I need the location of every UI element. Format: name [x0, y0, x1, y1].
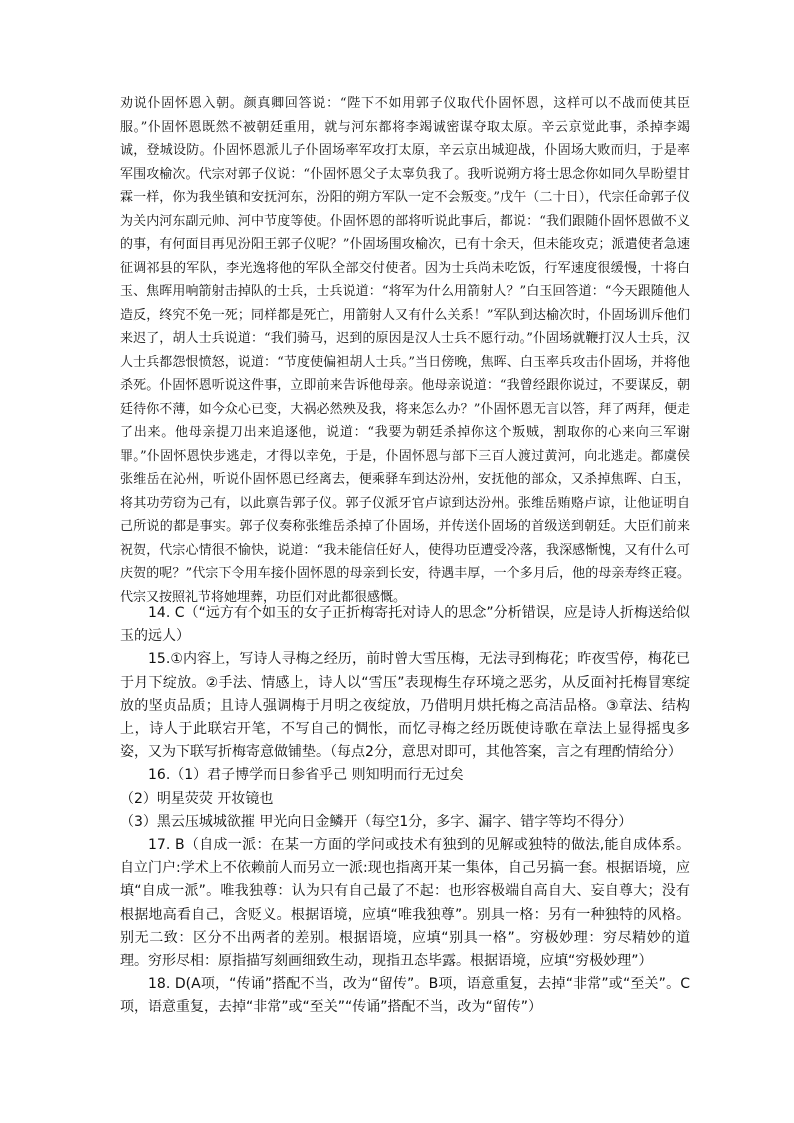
answer-section — [120, 602, 690, 1020]
answer-16-1: 16.（1）君子博学而日参省乎己 则知明而行无过矣 — [148, 767, 464, 784]
translation-paragraph: 劝说仆固怀恩入朝。颜真卿回答说：“陛下不如用郭子仪取代仆固怀恩，这样可以不战而使其臣服。”仆固怀恩既然不被朝廷重用，就与河东都将李竭诚密谋夺取太原。辛云京觉此事，杀掉李竭诚，登城设防。仆固怀恩派儿子仆固场率军攻打太原，辛云京出城迎战，仆固场大败而归，于是率军围攻榆次。代宗对郭子仪说：“仆固怀恩父子太辜负我了。我听说朔方将士思念你如同久旱盼望甘霖一样，你为我坐镇和安抚河东，汾阳的朔方军队一定不会叛变。”戊午（二十日），代宗任命郭子仪为关内河东副元帅、河中节度等使。仆固怀恩的部将听说此事后，都说：“我们跟随仆固怀恩做不义的事，有何面目再见汾阳王郭子仪呢？”仆固场围攻榆次，已有十余天，但未能攻克；派遣使者急速征调祁县的军队，李光逸将他的军队全部交付使者。因为士兵尚未吃饭，行军速度很缓慢，十将白玉、焦晖用响箭射击掉队的士兵，士兵说道：“将军为什么用箭射人？”白玉回答道：“今天跟随他人造反，终究不免一死；同样都是死亡，用箭射人又有什么关系！”军队到达榆次时，仆固场训斥他们来迟了，胡人士兵说道：“我们骑马，迟到的原因是汉人士兵不愿行动。”仆固场就鞭打汉人士兵，汉人士兵都怨恨愤怒，说道：“节度使偏袒胡人士兵。”当日傍晚，焦晖、白玉率兵攻击仆固场，并将他杀死。仆固怀恩听说这件事，立即前来告诉他母亲。他母亲说道：“我曾经跟你说过，不要谋反，朝廷待你不薄，如今众心已变，大祸必然殃及我，将来怎么办？”仆固怀恩无言以答，拜了两拜，便走了出来。他母亲提刀出来追逐他，说道：“我要为朝廷杀掉你这个叛贼，割取你的心来向三军谢罪。”仆固怀恩快步逃走，才得以幸免，于是，仆固怀恩与部下三百人渡过黄河，向北逃走。都虞侯张维岳在沁州，听说仆固怀恩已经离去，便乘驿车到达汾州，安抚他的部众，又杀掉焦晖、白玉，将其功劳窃为己有，以此禀告郭子仪。郭子仪派牙官卢谅到达汾州。张维岳贿赂卢谅，让他证明自己所说的都是事实。郭子仪奏称张维岳杀掉了仆固场，并传送仆固场的首级送到朝廷。大臣们前来祝贺，代宗心情很不愉快，说道：“我未能信任好人，使得功臣遭受冷落，我深感惭愧，又有什么可庆贺的呢？”代宗下令用车接仆固怀恩的母亲到长安，待遇丰厚，一个多月后，他的母亲寿终正寝。代宗又按照礼节将她埋葬，功臣们对此都很感慨。 — [120, 96, 690, 605]
answer-16-3: （3）黑云压城城欲摧 甲光向日金鳞开（每空1分，多字、漏字、错字等均不得分） — [120, 813, 633, 830]
answer-17: 17. B（自成一派：在某一方面的学问或技术有独到的见解或独特的做法,能自成体系。自立门户:学术上不依赖前人而另立一派:现也指离开某一集体，自己另搞一套。根据语境，应填“自成一派”。唯我独尊：认为只有自己最了不起：也形容极端自高自大、妄自尊大；没有根据地高看自己，含贬义。根据语境，应填“唯我独尊”。别具一格：另有一种独特的风格。别无二致：区分不出两者的差别。根据语境，应填“别具一格”。穷极妙理：穷尽精妙的道理。穷形尽相：原指描写刻画细致生动，现指丑态毕露。根据语境，应填“穷极妙理”） — [120, 837, 690, 970]
answer-18: 18. D(A项，“传诵”搭配不当，改为“留传”。B项，语意重复，去掉“非常”或“至关”。C项，语意重复，去掉“非常”或“至关”“传诵”搭配不当，改为“留传”） — [120, 976, 690, 1016]
answer-14: 14. C（“远方有个如玉的女子正折梅寄托对诗人的思念”分析错误，应是诗人折梅送给似玉的远人） — [120, 605, 690, 645]
translation-section — [120, 92, 690, 609]
answer-15: 15.①内容上，写诗人寻梅之经历，前时曾大雪压梅，无法寻到梅花；昨夜雪停，梅花已于月下绽放。②手法、情感上，诗人以“雪压”表现梅生存环境之恶劣，从反面衬托梅冒寒绽放的坚贞品质；且诗人强调梅于月明之夜绽放，乃借明月烘托梅之高洁品格。③章法、结构上，诗人于此联宕开笔，不写自己的惆怅，而忆寻梅之经历既使诗歌在章法上显得摇曳多姿，又为下联写折梅寄意做铺垫。（每点2分，意思对即可，其他答案，言之有理酌情给分） — [120, 651, 690, 761]
answer-16-2: （2）明星荧荧 开妆镜也 — [120, 790, 274, 807]
